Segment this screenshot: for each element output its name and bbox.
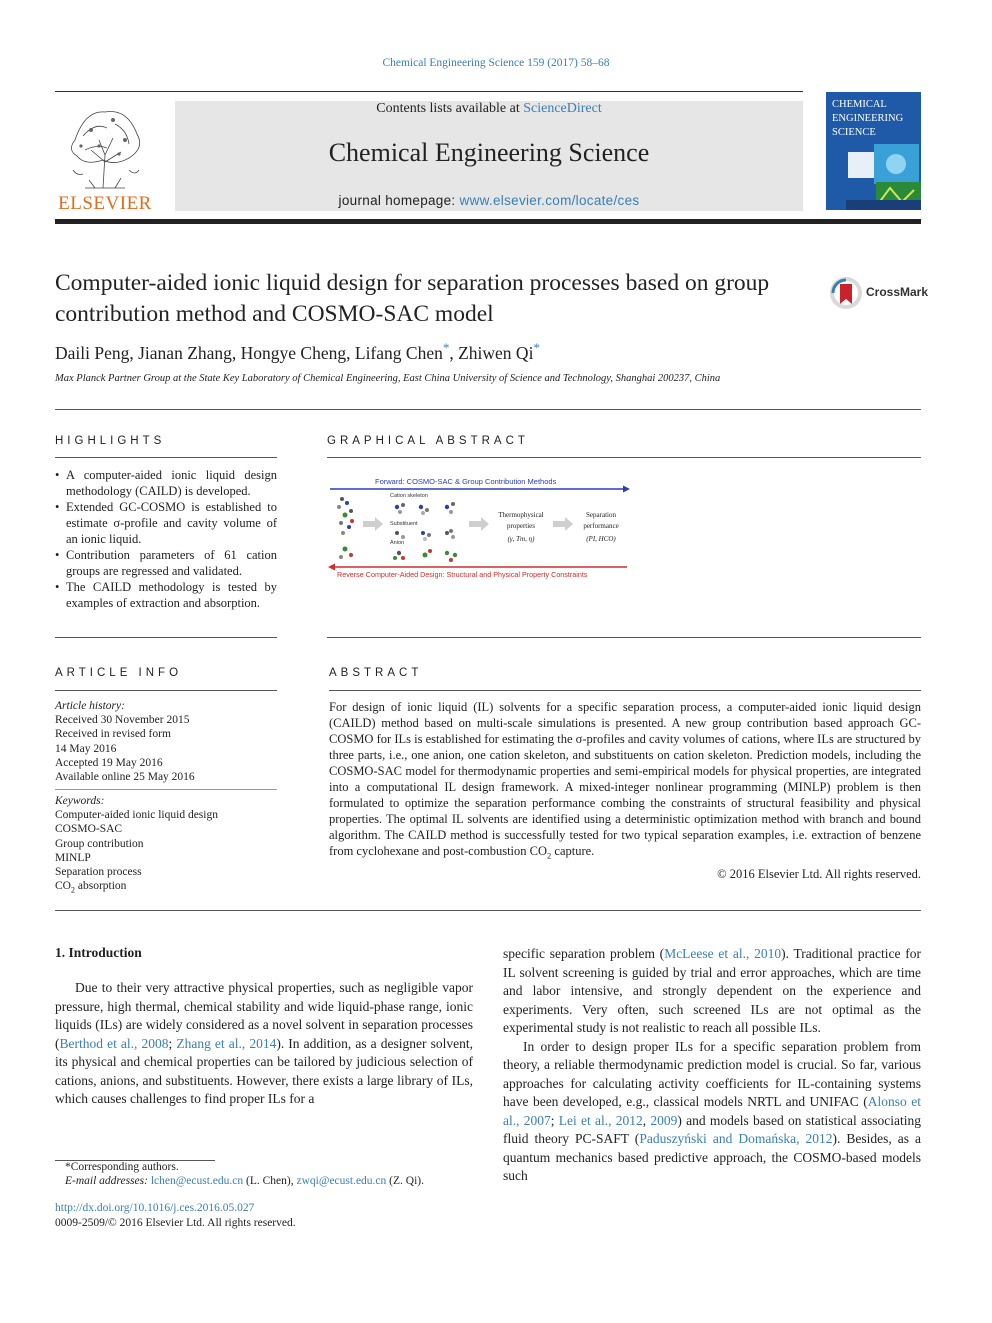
graphical-abstract-heading: GRAPHICAL ABSTRACT	[327, 435, 529, 447]
front-matter-rule	[55, 910, 921, 911]
forward-arrowhead	[623, 486, 630, 493]
anion-label: Anion	[390, 540, 405, 546]
abstract-heading: ABSTRACT	[329, 667, 423, 679]
forward-arrow-label: Forward: COSMO-SAC & Group Contribution Methods	[375, 477, 557, 486]
graphical-abstract-bottom-rule	[327, 637, 921, 638]
separation-line-3: (PI, HCO)	[586, 535, 616, 543]
corresponding-mark-1[interactable]: *	[442, 340, 450, 355]
email-label: E-mail addresses:	[65, 1175, 151, 1187]
intro-paragraph-3: In order to design proper ILs for a specific separation problem from theory, a reliable thermodynamic prediction model is crucial. So far, various approaches for calculating activity coefficients for IL-containing systems have been developed, e.g., classical models NRTL and UNIFAC (Alonso et al., 2007; Lei et al., 2012, 2009) and models based on statistical associating fluid theory PC-SAFT (Paduszyński and Domańska, 2012). Besides, as a quantum mechanics based predictive approach, the COSMO-based models such	[503, 1038, 921, 1183]
step-arrow	[363, 517, 383, 531]
intro-paragraph-1: Due to their very attractive physical properties, such as negligible vapor pressure, high thermal, chemical stability and wide liquid-phase range, ionic liquids (ILs) are widely considered as a novel solvent in separation processes (Berthod et al., 2008; Zhang et al., 2014). In addition, as a designer solvent, its physical and chemical properties can be tailored by judicious selection of cations, anions, and substituents. However, there exists a large library of ILs, which causes challenges to find proper ILs for a	[55, 980, 473, 1106]
reverse-arrowhead	[328, 564, 335, 571]
abstract-rule	[329, 690, 921, 691]
email-chen[interactable]: lchen@ecust.edu.cn	[150, 1175, 244, 1187]
separation-line-1: Separation	[586, 511, 616, 519]
email-footnote: E-mail addresses: lchen@ecust.edu.cn (L. Chen), zwqi@ecust.edu.cn (Z. Qi).	[65, 1175, 424, 1187]
accepted-date: Accepted 19 May 2016	[55, 756, 163, 769]
email-qi[interactable]: zwqi@ecust.edu.cn	[296, 1175, 387, 1187]
abstract-copyright: © 2016 Elsevier Ltd. All rights reserved.	[717, 866, 921, 881]
keywords-block	[55, 794, 277, 898]
highlights-bottom-rule	[55, 637, 277, 638]
keyword: COSMO-SAC	[55, 823, 123, 836]
keyword: $CO_2$ absorption	[55, 880, 127, 895]
step-arrow	[469, 517, 489, 531]
abstract-text	[329, 699, 921, 882]
intro-paragraph-2: specific separation problem (McLeese et al., 2010). Traditional practice for IL solvent screening is guided by trial and error approaches, which are time and labor intensive, and strongly dependent on the experience and experiments. Very often, such screened ILs are not optimal as the experimental study is not realistic to reach all possible ILs.	[503, 946, 921, 1035]
keyword: Computer-aided ionic liquid design	[55, 809, 218, 822]
homepage-link[interactable]: www.elsevier.com/locate/ces	[459, 193, 640, 208]
keywords-label: Keywords:	[55, 795, 105, 807]
thermo-line-1: Thermophysical	[498, 511, 544, 519]
contents-line	[175, 101, 803, 117]
anion-molecules	[393, 549, 457, 562]
cover-title: CHEMICAL ENGINEERING SCIENCE	[832, 99, 904, 138]
sciencedirect-link[interactable]: ScienceDirect	[523, 101, 602, 116]
history-label: Article history:	[55, 700, 125, 712]
substituent-label: Substituent	[390, 521, 418, 527]
author-list	[55, 340, 540, 364]
title-block-rule	[55, 409, 921, 410]
highlights-heading: HIGHLIGHTS	[55, 435, 166, 447]
keyword: Group contribution	[55, 837, 144, 850]
journal-cover[interactable]	[826, 92, 921, 210]
abstract-body: For design of ionic liquid (IL) solvents for a specific separation process, a computer-aided ionic liquid design (CAILD) method based on multi-scale simulations is presented. A new group contribution based approach GC-COSMO for ILs is established for estimating the σ-profiles and cavity volumes of cations, where ILs are structured by three parts, i.e., one anion, one cation skeleton, and substituents on cation skeleton. Prediction models, including the COSMO-SAC model for thermodynamic properties and semi-empirical models for physical properties, are integrated into a computational IL design framework. A mixed-integer nonlinear programming (MINLP) problem is then formulated to optimize the separation performance combing the constraints of structural feasibility and physical properties. The optimal IL solvents are identified using a deterministic optimization method with branch and bound algorithm. The CAILD method is successfully tested for two typical separation examples, i.e. extraction of benzene from cyclohexane and post-combustion $CO_2$ capture.	[329, 700, 921, 861]
journal-name: Chemical Engineering Science	[328, 138, 650, 167]
highlight-item: • The CAILD methodology is tested by examples of extraction and absorption.	[55, 579, 277, 611]
introduction-heading: 1. Introduction	[55, 945, 142, 960]
molecule-cluster-left	[337, 497, 354, 559]
ref-lei-2012[interactable]: Lei et al., 2012	[558, 1112, 643, 1128]
elsevier-wordmark: ELSEVIER	[58, 193, 152, 214]
article-title: Computer-aided ionic liquid design for separation processes based on group contribution method and COSMO-SAC model	[55, 270, 770, 327]
reverse-arrow-label: Reverse Computer-Aided Design: Structural and Physical Property Constraints	[337, 570, 588, 579]
ref-mcleese-2010[interactable]: McLeese et al., 2010	[664, 946, 782, 961]
corresponding-footnote: *Corresponding authors.	[65, 1161, 179, 1173]
received-date: Received 30 November 2015	[55, 714, 190, 727]
highlights-rule	[55, 457, 277, 458]
highlights-list	[55, 467, 277, 611]
header-top-rule	[55, 91, 803, 92]
highlight-item: • Contribution parameters of 61 cation groups are regressed and validated.	[55, 547, 277, 579]
article-info-rule	[55, 690, 277, 691]
ref-zhang-2014[interactable]: Zhang et al., 2014	[176, 1035, 277, 1051]
issn-line: 0009-2509/© 2016 Elsevier Ltd. All rights reserved.	[55, 1217, 296, 1229]
keywords-rule	[55, 789, 277, 790]
ref-berthod-2008[interactable]: Berthod et al., 2008	[59, 1035, 169, 1051]
doi-link[interactable]: http://dx.doi.org/10.1016/j.ces.2016.05.027	[55, 1202, 255, 1214]
ref-lei-2009[interactable]: 2009	[650, 1112, 678, 1128]
keyword: MINLP	[55, 851, 91, 864]
revised-label: Received in revised form	[55, 728, 171, 741]
crossmark-icon	[829, 276, 865, 310]
article-history	[55, 699, 277, 784]
thermo-line-3: (γ, Tm, η)	[507, 535, 535, 543]
thermo-line-2: properties	[507, 522, 535, 530]
cation-skeleton-molecules	[395, 502, 455, 515]
step-arrow	[553, 517, 573, 531]
ref-alonso-2007[interactable]: Alonso et al., 2007	[503, 1094, 921, 1128]
corresponding-mark-2[interactable]: *	[533, 340, 540, 355]
body-column-right	[503, 945, 921, 1186]
journal-homepage	[175, 193, 803, 208]
highlight-item: • A computer-aided ionic liquid design methodology (CAILD) is developed.	[55, 467, 277, 499]
keyword: Separation process	[55, 866, 142, 879]
graphical-abstract-rule	[327, 457, 921, 458]
authors-last: , Zhiwen Qi	[449, 342, 534, 363]
affiliation: Max Planck Partner Group at the State Key Laboratory of Chemical Engineering, East China University of Science and Technology, Shanghai 200237, China	[55, 373, 721, 384]
authors-main: Daili Peng, Jianan Zhang, Hongye Cheng, Lifang Chen	[55, 342, 443, 363]
highlight-item: • Extended GC-COSMO is established to estimate σ-profile and cavity volume of an ionic liquid.	[55, 499, 277, 547]
revised-date: 14 May 2016	[55, 742, 117, 755]
cover-artwork	[846, 144, 921, 210]
header-bottom-rule	[55, 219, 921, 224]
ref-paduszynski-2012[interactable]: Paduszyński and Domańska, 2012	[639, 1131, 833, 1146]
body-column-left	[55, 979, 473, 1109]
graphical-abstract-figure[interactable]	[327, 463, 921, 621]
homepage-prefix: journal homepage:	[338, 193, 460, 208]
cation-skeleton-label: Cation skeleton	[390, 493, 428, 499]
journal-citation[interactable]: Chemical Engineering Science 159 (2017) 58–68	[382, 57, 610, 69]
contents-prefix: Contents lists available at	[376, 101, 524, 116]
separation-line-2: performance	[583, 522, 619, 530]
article-info-heading: ARTICLE INFO	[55, 667, 183, 679]
online-date: Available online 25 May 2016	[55, 771, 195, 784]
crossmark-label[interactable]: CrossMark	[866, 285, 929, 299]
